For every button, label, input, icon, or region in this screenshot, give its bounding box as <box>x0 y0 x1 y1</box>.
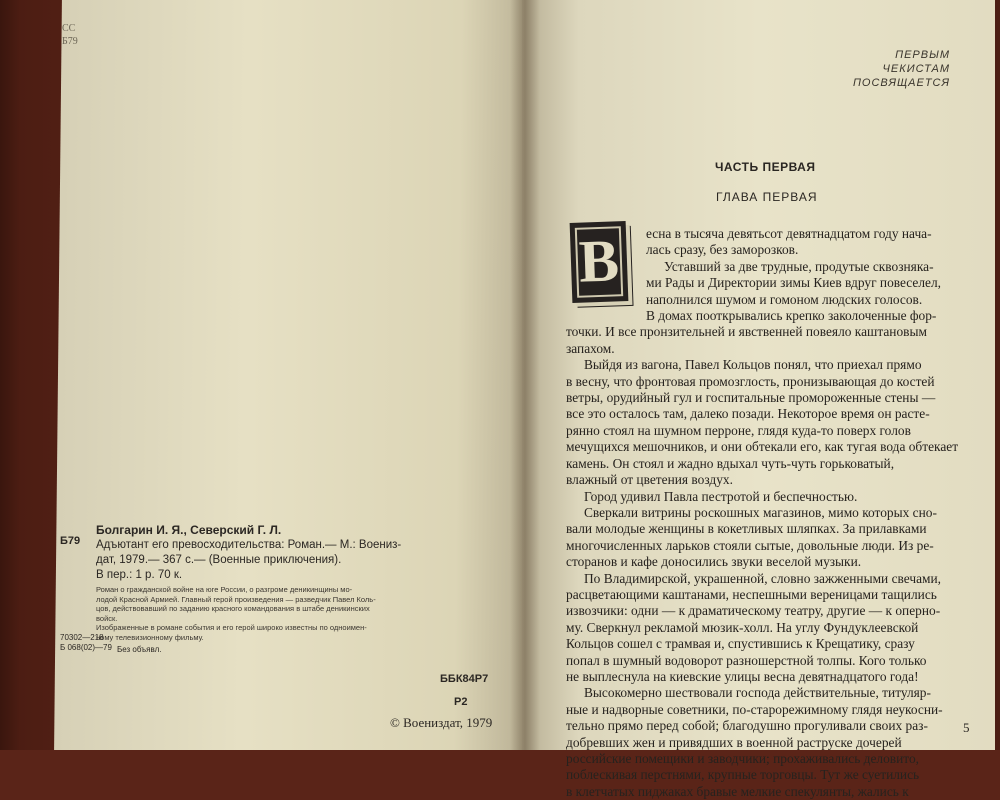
body-line: ветры, орудийный гул и госпитальные промороженные стены — <box>566 390 936 406</box>
catalog-authors: Болгарин И. Я., Северский Г. Л. <box>96 523 282 537</box>
index-line: Б 068(02)—79 <box>60 643 112 652</box>
p2-code: Р2 <box>454 696 468 708</box>
body-line: добревших жен и привядших в военной раструске дочерей <box>566 734 902 750</box>
page-number: 5 <box>963 720 970 735</box>
part-title: ЧАСТЬ ПЕРВАЯ <box>715 160 816 174</box>
body-line: поблескивая перстнями, крупные торговцы. Тут же суетились <box>566 767 920 783</box>
annotation-line: Изображенные в романе события и его герой широко известны по одноимен- <box>96 623 367 632</box>
body-line: Выйдя из вагона, Павел Кольцов понял, что приехал прямо <box>584 357 922 373</box>
corner-code-line: Б79 <box>62 36 78 47</box>
body-line: все это осталось там, далеко позади. Некоторое время он расте- <box>566 406 930 422</box>
edge-shadow <box>0 0 20 750</box>
body-line: в клетчатых пиджаках бравые мелкие спекулянты, жались к <box>566 783 909 799</box>
body-line: ные и надворные советники, по-старорежимному глядя неукосни- <box>566 701 943 717</box>
body-line: му. Сверкнул рекламой мюзик-холл. На углу Фундуклеевской <box>566 619 919 635</box>
dedication-line: ПОСВЯЩАЕТСЯ <box>852 77 950 89</box>
book-gutter <box>510 0 540 750</box>
body-line: В домах пооткрывались крепко заколоченные фор- <box>646 308 937 324</box>
body-line: извозчики: одни — к драматическому театру, другие — к оперно- <box>566 603 941 619</box>
dedication <box>853 48 950 90</box>
copyright: © Воениздат, 1979 <box>390 715 493 730</box>
body-line: Высокомерно шествовали господа действительные, титуляр- <box>584 685 931 701</box>
body-line: вали молодые женщины в кокетливых шляпках. За прилавками <box>566 521 927 537</box>
corner-code <box>62 22 78 48</box>
body-line: в весну, что фронтовая промозглость, пронизывающая до костей <box>566 373 935 389</box>
body-line: расцветающими каштанами, неспешными вереницами тащились <box>566 586 937 602</box>
body-line: рянно стоял на шумном перроне, глядя куда-то поверх голов <box>566 422 911 438</box>
body-line: не выплеснула на киевские улицы весна девятнадцатого года! <box>566 668 919 684</box>
body-line: российские помещики и заводчики; прохаживались деловито, <box>566 751 920 766</box>
body-line: многочисленных ларьков стояли сытые, довольные люди. Из ре- <box>566 537 934 553</box>
body-line: влажный от цветения воздух. <box>566 472 733 488</box>
body-line: мечущихся мешочников, и они обтекали его, как тугая вода обтекает <box>566 439 959 455</box>
body-line: запахом. <box>566 340 615 356</box>
catalog-line: дат, 1979.— 367 с.— (Военные приключения). <box>96 554 342 566</box>
annotation-line: лодой Красной Армией. Главный герой произведения — разведчик Павел Коль- <box>96 594 376 604</box>
annotation-line: войск. <box>96 613 118 623</box>
body-line: По Владимирской, украшенной, словно зажженными свечами, <box>584 570 942 586</box>
annotation-line: цов, действовавший по заданию красного командования в штабе деникинских <box>96 604 370 613</box>
dedication-line: ПЕРВЫМ <box>895 49 950 61</box>
catalog-index <box>60 633 112 653</box>
body-line: попал в шумный водоворот разношерстной толпы. Кого только <box>566 652 927 668</box>
body-line: есна в тысяча девятьсот девятнадцатом году нача- <box>646 226 932 241</box>
index-line: 70302—218 <box>60 633 104 642</box>
bbk-code: ББК84Р7 <box>440 673 489 685</box>
body-line: тельно прямо перед собой; благодушно прогуливали своих раз- <box>566 718 928 734</box>
body-line: точки. И все пронзительней и явственней повеяло каштановым <box>566 324 927 340</box>
body-line: ми Рады и Директории зимы Киев вдруг повеселел, <box>646 275 941 291</box>
catalog-annotation <box>96 585 478 642</box>
body-line: камень. Он стоял и жадно вдыхал чуть-чуть горьковатый, <box>566 455 895 471</box>
chapter-title: ГЛАВА ПЕРВАЯ <box>716 190 818 204</box>
body-line: Уставший за две трудные, продутые сквозняка- <box>664 258 934 274</box>
catalog-line: В пер.: 1 р. 70 к. <box>96 569 183 581</box>
catalog-code: Б79 <box>60 535 81 547</box>
body-line: сторанов и кафе доносились звуки веселой музыки. <box>566 554 862 570</box>
body-line: Город удивил Павла пестротой и беспечностью. <box>584 488 858 504</box>
chapter-body <box>566 226 970 800</box>
body-line: лась сразу, без заморозков. <box>646 242 799 258</box>
corner-code-line: СС <box>62 23 76 34</box>
catalog-line: Адъютант его превосходительства: Роман.— М.: Воениз- <box>96 539 402 551</box>
annotation-line: Роман о гражданской войне на юге России, о разгроме деникинщины мо- <box>96 585 353 594</box>
annotation-line: ному телевизионному фильму. <box>96 632 204 642</box>
dedication-line: ЧЕКИСТАМ <box>882 63 950 75</box>
catalog-body <box>96 523 478 642</box>
catalog-index-note: Без объявл. <box>117 645 162 654</box>
body-line: наполнился шумом и гомоном людских голосов. <box>646 291 923 307</box>
dropcap-letter: В <box>577 227 621 295</box>
body-line: Сверкали витрины роскошных магазинов, мимо которых сно- <box>584 504 937 520</box>
body-line: Кольцов сошел с трамвая и, спустившись к Крещатику, сразу <box>566 636 915 652</box>
